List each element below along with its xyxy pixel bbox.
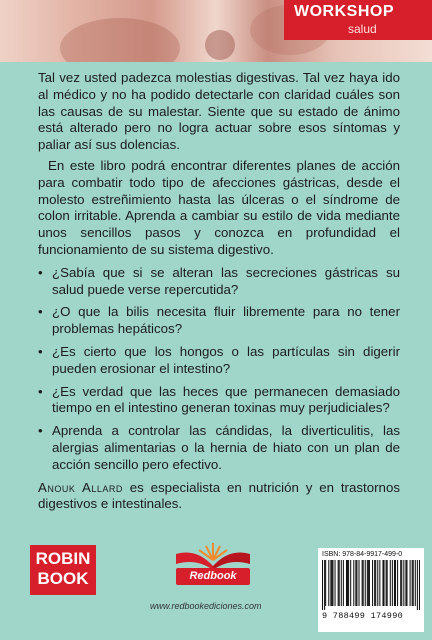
barcode	[318, 548, 424, 632]
redbook-logo	[168, 540, 258, 600]
bullet-icon: •	[38, 343, 43, 359]
barcode-bars	[322, 560, 420, 610]
bullet-icon: •	[38, 423, 43, 439]
bullet-icon: •	[38, 304, 43, 320]
list-item: • ¿O que la bilis necesita fluir libremente para no tener problemas hepáticos?	[38, 304, 400, 337]
back-cover-text	[38, 70, 400, 517]
list-item: • ¿Sabía que si se alteran las secreciones gástricas su salud puede verse repercutida?	[38, 264, 400, 297]
author-name: Anouk Allard	[38, 479, 123, 495]
bullet-list	[38, 265, 400, 474]
series-brand: WORKSHOP	[294, 3, 394, 20]
isbn-number: ISBN: 978-84-9917-499-0	[322, 551, 403, 558]
description-paragraph: En este libro podrá encontrar diferentes planes de acción para combatir todo tipo de afecciones gástricas, desde el molesto estreñimiento hasta las úlceras o el síndrome de colon irritable. Aprenda a cambiar su estilo de vida mediante unos sencillos pasos y conozca en profundidad el funcionamiento de su sistema digestivo.	[38, 157, 400, 257]
workshop-badge	[284, 0, 432, 40]
redbook-wordmark: Redbook	[176, 568, 250, 585]
publisher-logo: ROBIN BOOK	[30, 545, 96, 595]
barcode-digits: 9 788499 174990	[322, 611, 404, 621]
bullet-icon: •	[38, 264, 43, 280]
website-link: www.redbookediciones.com	[150, 601, 262, 611]
series-subtitle: salud	[348, 22, 377, 36]
bullet-icon: •	[38, 383, 43, 399]
author-bio: Anouk Allard es especialista en nutrición y en trastornos digestivos e intestinales.	[38, 479, 400, 512]
list-item: • ¿Es verdad que las heces que permanecen demasiado tiempo en el intestino generan toxinas muy perjudiciales?	[38, 383, 400, 416]
list-item: • ¿Es cierto que los hongos o las partículas sin digerir pueden erosionar el intestino?	[38, 343, 400, 376]
list-item: • Aprenda a controlar las cándidas, la diverticulitis, las alergias alimentarias o la hernia de hiato con un plan de acción sencillo pero efectivo.	[38, 423, 400, 472]
intro-paragraph: Tal vez usted padezca molestias digestivas. Tal vez haya ido al médico y no ha podido detectarle con claridad cuáles son las causas de su malestar. Siente que su estado de ánimo está alterado pero no logra actuar sobre esos síntomas y paliar así sus dolencias.	[38, 70, 400, 153]
